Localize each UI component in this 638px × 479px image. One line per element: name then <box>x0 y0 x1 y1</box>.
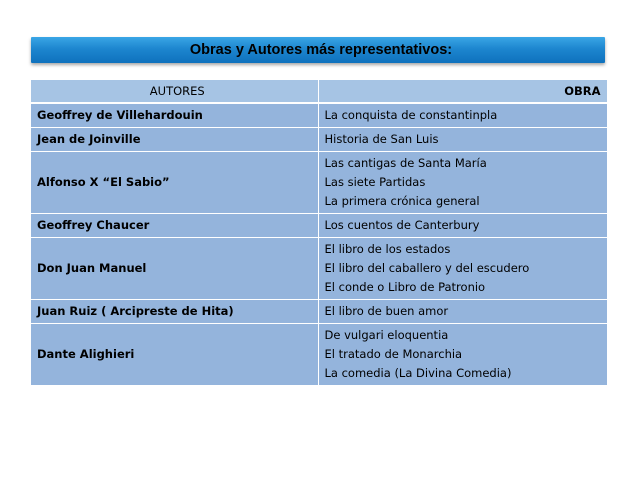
work-title: Las cantigas de Santa María <box>324 156 487 170</box>
work-title: El tratado de Monarchia <box>324 347 463 361</box>
author-cell: Dante Alighieri <box>31 324 318 386</box>
work-cell <box>318 103 607 128</box>
table-row <box>31 128 607 152</box>
author-cell: Alfonso X “El Sabio” <box>31 152 318 214</box>
work-cell <box>318 238 607 300</box>
table-row <box>31 152 607 214</box>
table-row <box>31 324 607 386</box>
work-title: La comedia (La Divina Comedia) <box>324 366 512 380</box>
page-title: Obras y Autores más representativos: <box>189 42 453 58</box>
table-row <box>31 300 607 324</box>
work-title: El libro del caballero y del escudero <box>324 261 530 275</box>
table-header-row <box>31 80 607 103</box>
work-title: La primera crónica general <box>324 194 480 208</box>
work-cell <box>318 324 607 386</box>
work-cell <box>318 214 607 238</box>
work-cell <box>318 128 607 152</box>
work-title: El libro de buen amor <box>324 304 449 318</box>
author-cell: Geoffrey de Villehardouin <box>31 103 318 128</box>
author-cell: Don Juan Manuel <box>31 238 318 300</box>
column-header-work: OBRA <box>318 80 607 103</box>
author-cell: Juan Ruiz ( Arcipreste de Hita) <box>31 300 318 324</box>
work-title: El libro de los estados <box>324 242 451 256</box>
author-cell: Geoffrey Chaucer <box>31 214 318 238</box>
table-row <box>31 103 607 128</box>
table-body <box>31 103 607 386</box>
work-title: La conquista de constantinpla <box>324 108 498 122</box>
work-title: Historia de San Luis <box>324 132 439 146</box>
table-row <box>31 238 607 300</box>
work-title: Los cuentos de Canterbury <box>324 218 480 232</box>
title-banner <box>31 37 605 63</box>
work-cell <box>318 152 607 214</box>
author-cell: Jean de Joinville <box>31 128 318 152</box>
work-title: De vulgari eloquentia <box>324 328 449 342</box>
work-cell <box>318 300 607 324</box>
table-row <box>31 214 607 238</box>
authors-works-table <box>31 80 608 386</box>
work-title: Las siete Partidas <box>324 175 426 189</box>
column-header-authors: AUTORES <box>31 80 318 103</box>
work-title: El conde o Libro de Patronio <box>324 280 486 294</box>
